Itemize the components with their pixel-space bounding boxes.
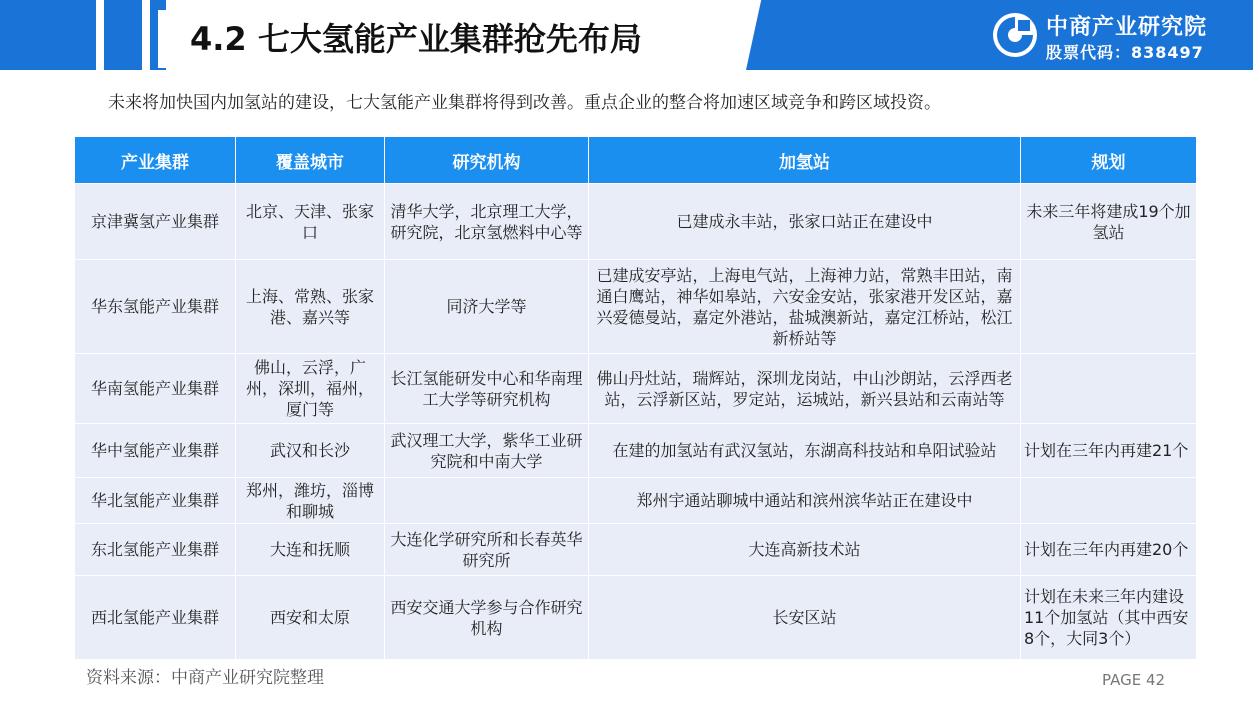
column-header: 规划 [1021,137,1197,184]
table-row [75,524,1197,576]
table-cell: 北京、天津、张家口 [236,184,385,260]
source-note: 资料来源：中商产业研究院整理 [86,668,324,688]
header-bar-block [0,0,96,70]
table-cell: 武汉和长沙 [236,424,385,478]
table-cell: 未来三年将建成19个加氢站 [1021,184,1197,260]
table-cell: 西北氢能产业集群 [75,576,236,660]
table-cell [385,478,589,524]
table-cell: 武汉理工大学，紫华工业研究院和中南大学 [385,424,589,478]
column-header: 覆盖城市 [236,137,385,184]
table-cell: 郑州宇通站聊城中通站和滨州滨华站正在建设中 [589,478,1021,524]
table-row [75,184,1197,260]
table-cell: 西安和太原 [236,576,385,660]
table-cell: 已建成安亭站，上海电气站，上海神力站，常熟丰田站，南通白鹰站，神华如皋站，六安金安站，张家港开发区站，嘉兴爱德曼站，嘉定外港站，盐城澳新站，嘉定江桥站，松江新桥站等 [589,260,1021,354]
table-cell: 已建成永丰站，张家口站正在建设中 [589,184,1021,260]
c-logo-icon [992,12,1038,58]
header-bar-block [104,0,142,70]
table-cell: 计划在三年内再建20个 [1021,524,1197,576]
table-row [75,260,1197,354]
table-cell: 华北氢能产业集群 [75,478,236,524]
stock-code: 股票代码：838497 [1046,43,1204,62]
table-cell: 西安交通大学参与合作研究机构 [385,576,589,660]
table-cell: 华南氢能产业集群 [75,354,236,424]
column-header: 研究机构 [385,137,589,184]
brand-name: 中商产业研究院 [1046,15,1208,40]
table-cell: 在建的加氢站有武汉氢站，东湖高科技站和阜阳试验站 [589,424,1021,478]
table-cell: 计划在三年内再建21个 [1021,424,1197,478]
page-title: 4.2 七大氢能产业集群抢先布局 [190,20,642,58]
table-cell: 长安区站 [589,576,1021,660]
table-cell [1021,354,1197,424]
table-cell [1021,260,1197,354]
table-cell: 郑州，潍坊，淄博和聊城 [236,478,385,524]
table-row [75,576,1197,660]
table-header-row [75,137,1197,184]
table-cell: 佛山丹灶站，瑞辉站，深圳龙岗站，中山沙朗站，云浮西老站，云浮新区站，罗定站，运城站，新兴县站和云南站等 [589,354,1021,424]
table-cell: 华中氢能产业集群 [75,424,236,478]
column-header: 加氢站 [589,137,1021,184]
table-cell: 京津冀氢产业集群 [75,184,236,260]
column-header: 产业集群 [75,137,236,184]
intro-text: 未来将加快国内加氢站的建设，七大氢能产业集群将得到改善。重点企业的整合将加速区域竞争和跨区域投资。 [108,93,941,113]
table-row [75,478,1197,524]
table-row [75,354,1197,424]
page-number: PAGE 42 [1102,671,1166,689]
table-cell: 大连化学研究所和长春英华研究所 [385,524,589,576]
table-row [75,424,1197,478]
table-cell: 华东氢能产业集群 [75,260,236,354]
table-cell: 清华大学，北京理工大学，研究院，北京氢燃料中心等 [385,184,589,260]
table-cell [1021,478,1197,524]
table-cell: 长江氢能研发中心和华南理工大学等研究机构 [385,354,589,424]
table-cell: 大连高新技术站 [589,524,1021,576]
table-cell: 东北氢能产业集群 [75,524,236,576]
cluster-table [74,136,1197,660]
table-cell: 同济大学等 [385,260,589,354]
table-cell: 上海、常熟、张家港、嘉兴等 [236,260,385,354]
table-cell: 佛山，云浮，广州，深圳，福州，厦门等 [236,354,385,424]
table-cell: 大连和抚顺 [236,524,385,576]
table-cell: 计划在未来三年内建设11个加氢站（其中西安8个，大同3个） [1021,576,1197,660]
